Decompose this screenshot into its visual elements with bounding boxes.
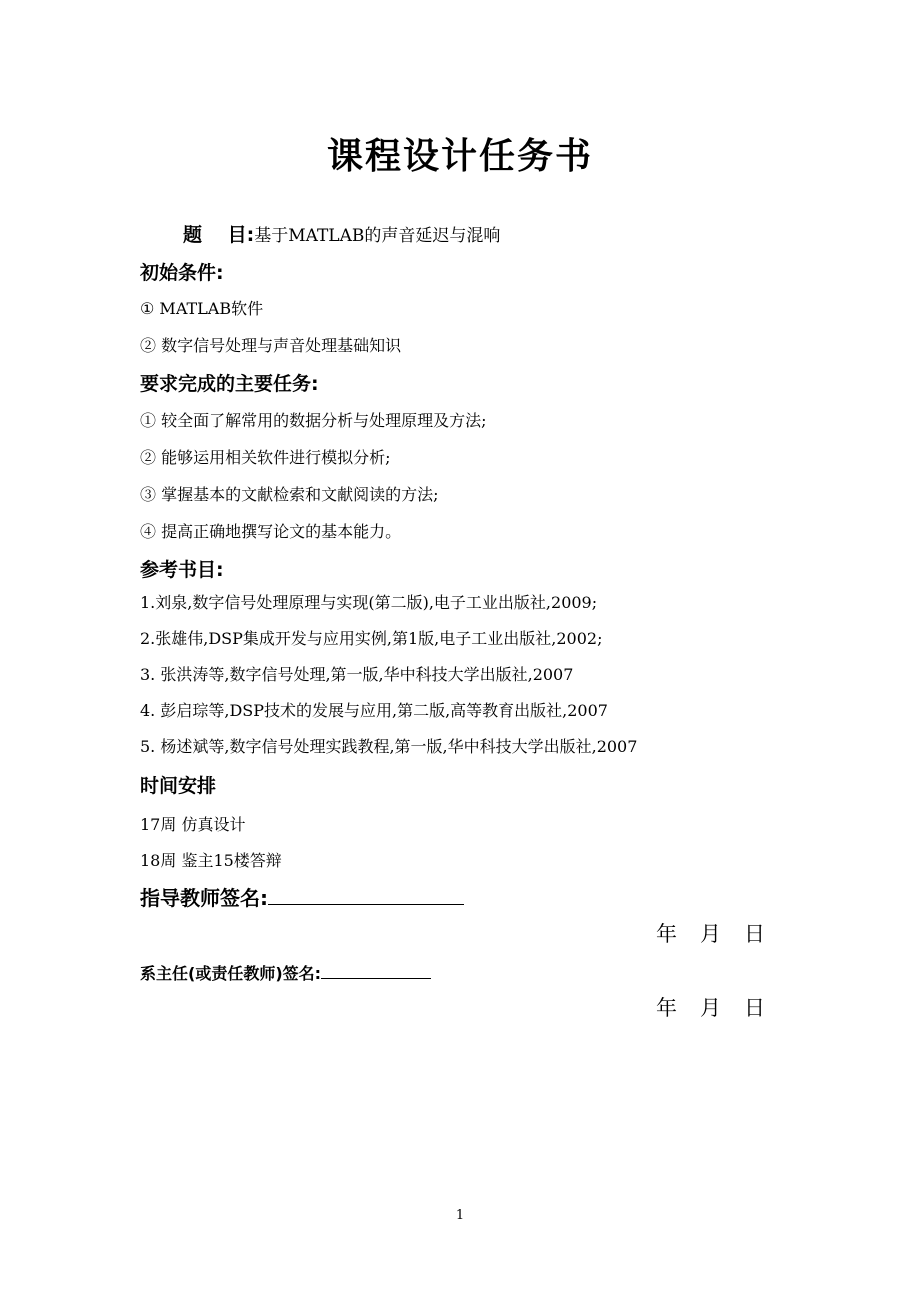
reference-item: 3. 张洪涛等,数字信号处理,第一版,华中科技大学出版社,2007 (140, 665, 574, 684)
director-date-line (656, 992, 788, 1022)
page-number: 1 (455, 1208, 465, 1223)
teacher-signature-blank[interactable] (268, 884, 464, 905)
main-tasks-heading: 要求完成的主要任务: (140, 373, 319, 395)
initial-condition-item: ② 数字信号处理与声音处理基础知识 (140, 336, 402, 355)
date-year: 年 (656, 922, 677, 946)
schedule-heading: 时间安排 (140, 775, 217, 797)
reference-item: 2.张雄伟,DSP集成开发与应用实例,第1版,电子工业出版社,2002; (140, 629, 603, 648)
main-task-item: ③ 掌握基本的文献检索和文献阅读的方法; (140, 485, 439, 504)
topic-line (183, 220, 500, 247)
director-signature-line (140, 961, 431, 984)
date-day: 日 (744, 996, 765, 1020)
reference-item: 5. 杨述斌等,数字信号处理实践教程,第一版,华中科技大学出版社,2007 (140, 737, 638, 756)
document-title: 课程设计任务书 (326, 135, 593, 177)
main-task-item: ② 能够运用相关软件进行模拟分析; (140, 448, 391, 467)
teacher-signature-line (140, 882, 464, 911)
date-day: 日 (744, 922, 765, 946)
director-signature-blank[interactable] (321, 962, 431, 979)
references-heading: 参考书目: (140, 559, 224, 581)
main-task-item: ① 较全面了解常用的数据分析与处理原理及方法; (140, 411, 487, 430)
date-month: 月 (700, 996, 721, 1020)
teacher-date-line (656, 918, 788, 948)
initial-conditions-heading: 初始条件: (140, 262, 224, 284)
main-task-item: ④ 提高正确地撰写论文的基本能力。 (140, 522, 402, 541)
date-month: 月 (700, 922, 721, 946)
schedule-item: 17周 仿真设计 (140, 815, 246, 834)
date-year: 年 (656, 996, 677, 1020)
topic-label: 题 目: (183, 224, 255, 246)
reference-item: 4. 彭启琮等,DSP技术的发展与应用,第二版,高等教育出版社,2007 (140, 701, 608, 720)
teacher-signature-label: 指导教师签名: (140, 886, 268, 910)
initial-condition-item: ① MATLAB软件 (140, 299, 264, 318)
director-signature-label: 系主任(或责任教师)签名: (140, 964, 322, 983)
topic-value: 基于MATLAB的声音延迟与混响 (254, 226, 501, 246)
schedule-item: 18周 鉴主15楼答辩 (140, 851, 282, 870)
reference-item: 1.刘泉,数字信号处理原理与实现(第二版),电子工业出版社,2009; (140, 593, 598, 612)
